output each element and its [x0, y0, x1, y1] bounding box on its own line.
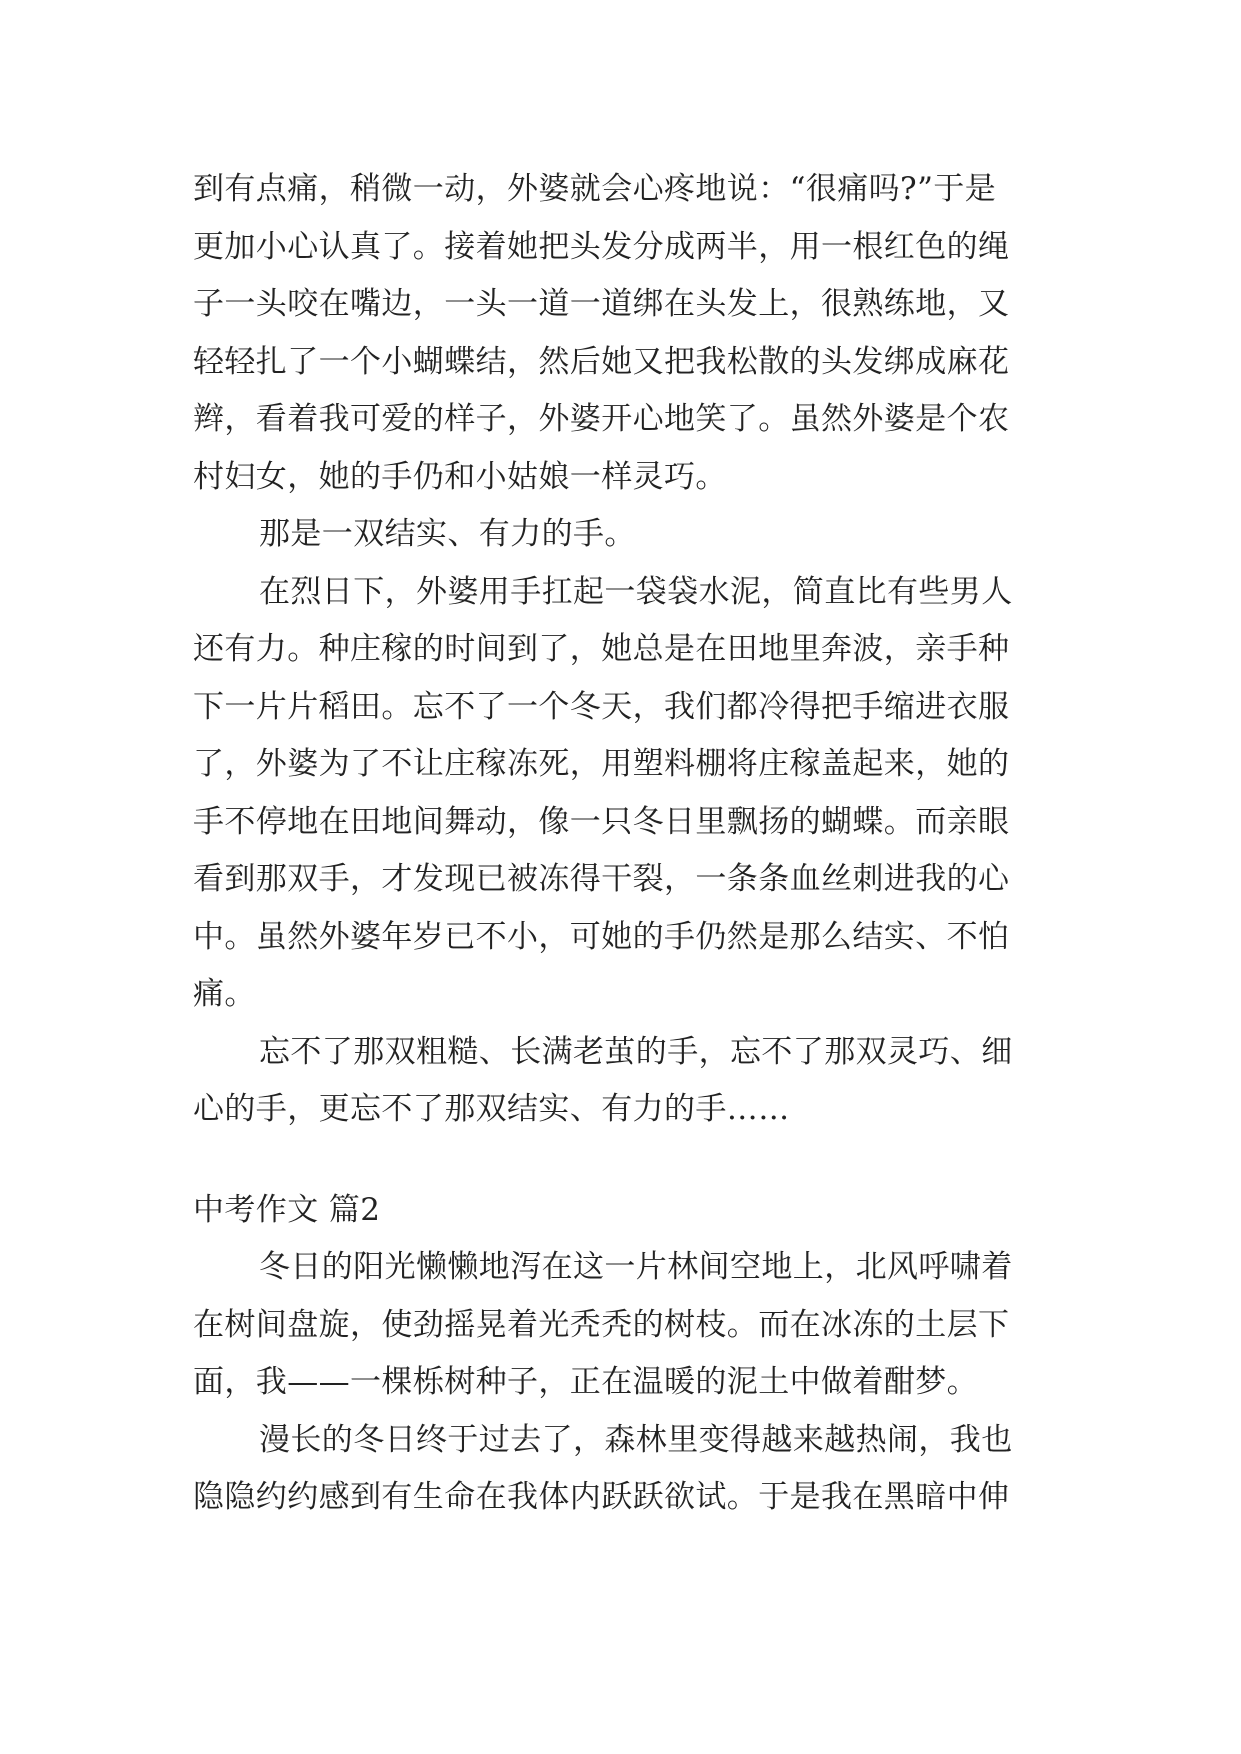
- paragraph-winter-sun: [193, 1239, 1063, 1412]
- text-line: 更加小心认真了。接着她把头发分成两半，用一根红色的绳: [193, 228, 1010, 265]
- text-line: 轻轻扎了一个小蝴蝶结，然后她又把我松散的头发绑成麻花: [193, 343, 1010, 380]
- text-line: 还有力。种庄稼的时间到了，她总是在田地里奔波，亲手种: [193, 631, 1010, 667]
- text-line: 中。虽然外婆年岁已不小，可她的手仍然是那么结实、不怕: [193, 918, 1010, 955]
- text-line: 下一片片稻田。忘不了一个冬天，我们都冷得把手缩进衣服: [193, 688, 1010, 725]
- paragraph-hands-braiding: [193, 161, 1063, 506]
- text-line: 了，外婆为了不让庄稼冻死，用塑料棚将庄稼盖起来，她的: [193, 746, 1010, 782]
- document-page: [193, 161, 1063, 1527]
- section-spacer: [193, 1139, 1063, 1182]
- text-line: 子一头咬在嘴边，一头一道一道绑在头发上，很熟练地，又: [193, 286, 1010, 322]
- text-line: 在树间盘旋，使劲摇晃着光秃秃的树枝。而在冰冻的土层下: [193, 1306, 1010, 1343]
- text-line: 到有点痛，稍微一动，外婆就会心疼地说：“很痛吗?”于是: [193, 171, 997, 207]
- text-line: 面，我——一棵栎树种子，正在温暖的泥土中做着酣梦。: [193, 1364, 978, 1400]
- text-line: 痛。: [193, 976, 256, 1012]
- text-line: 那是一双结实、有力的手。: [259, 516, 636, 552]
- text-line: 冬日的阳光懒懒地泻在这一片林间空地上，北风呼啸着: [259, 1249, 1013, 1285]
- paragraph-farm-work: [193, 564, 1063, 1024]
- text-line: 漫长的冬日终于过去了，森林里变得越来越热闹，我也: [259, 1421, 1013, 1458]
- text-line: 心的手，更忘不了那双结实、有力的手……: [193, 1091, 790, 1127]
- text-line: 辫，看着我可爱的样子，外婆开心地笑了。虽然外婆是个农: [193, 401, 1010, 437]
- text-line: 手不停地在田地间舞动，像一只冬日里飘扬的蝴蝶。而亲眼: [193, 803, 1010, 840]
- text-line: 村妇女，她的手仍和小姑娘一样灵巧。: [193, 458, 727, 495]
- text-line: 隐隐约约感到有生命在我体内跃跃欲试。于是我在黑暗中伸: [193, 1479, 1010, 1515]
- paragraph-spring-awakening: [193, 1412, 1063, 1527]
- paragraph-closing: [193, 1024, 1063, 1139]
- text-line: 忘不了那双粗糙、长满老茧的手，忘不了那双灵巧、细: [259, 1033, 1013, 1070]
- text-line: 在烈日下，外婆用手扛起一袋袋水泥，简直比有些男人: [259, 573, 1013, 610]
- text-line: 看到那双手，才发现已被冻得干裂，一条条血丝刺进我的心: [193, 861, 1010, 897]
- section-heading: 中考作文 篇2: [193, 1191, 381, 1228]
- paragraph-strong-hands: [193, 506, 1063, 564]
